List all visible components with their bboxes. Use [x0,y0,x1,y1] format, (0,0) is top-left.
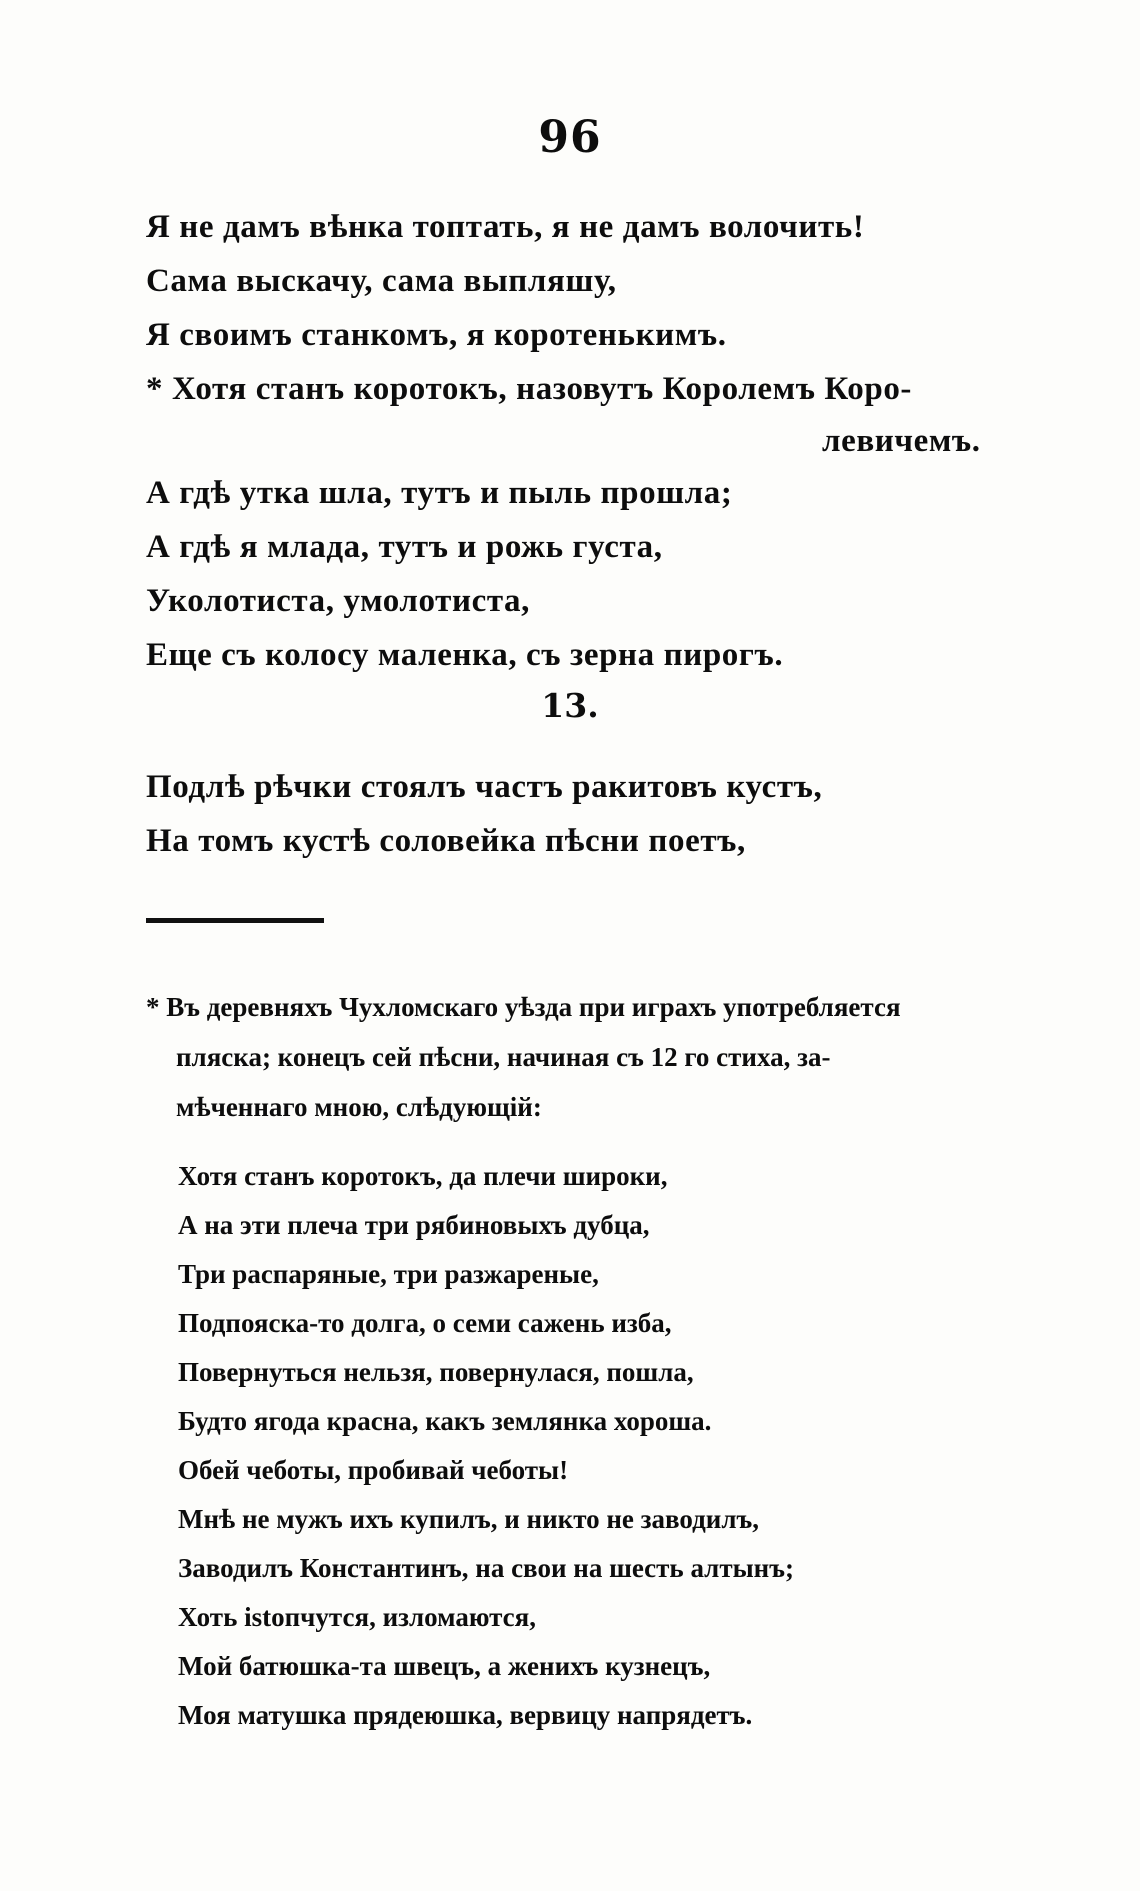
footnote-verse-line: Хотя станъ коротокъ, да плечи широки, [178,1161,668,1191]
footnote-verse [178,1152,794,1740]
verse-line: Я не дамъ вѣнка топтать, я не дамъ волочить! [146,209,865,245]
footnote-verse-line: Моя матушка прядеюшка, вервицу напрядетъ. [178,1700,753,1730]
verse-stanza-2 [146,466,783,682]
footnote-divider [146,918,324,923]
footnote-line: мѣченнаго мною, слѣдующій: [176,1092,542,1122]
verse-line: Уколотиста, умолотиста, [146,583,531,619]
verse-line: Я своимъ станкомъ, я коротенькимъ. [146,317,727,353]
footnote-line: * Въ деревняхъ Чухломскаго уѣзда при играхъ употребляется [146,992,901,1022]
page-number: 96 [538,112,602,163]
verse-line: А гдѣ я млада, тутъ и рожь густа, [146,529,663,565]
verse-line: Еще съ колосу маленка, съ зерна пирогъ. [146,637,784,673]
footnote-verse-line: Хоть istопчутся, изломаются, [178,1602,537,1632]
footnote-verse-line: Будто ягода красна, какъ землянка хороша. [178,1406,712,1436]
footnote-verse-line: Мой батюшка-та швецъ, а женихъ кузнецъ, [178,1651,711,1681]
footnote-line: пляска; конецъ сей пѣсни, начиная съ 12 го стиха, за- [176,1042,831,1072]
verse-line: На томъ кустѣ соловейка пѣсни поетъ, [146,823,746,859]
footnote-verse-line: Повернуться нельзя, повернулася, пошла, [178,1357,694,1387]
section-number: 13. [541,686,599,725]
verse-line: * Хотя станъ коротокъ, назовутъ Королемъ Коро- [146,371,913,407]
footnote [146,982,1046,1132]
footnote-verse-line: Заводилъ Константинъ, на свои на шесть алтынъ; [178,1553,794,1583]
footnote-verse-line: А на эти плеча три рябиновыхъ дубца, [178,1210,650,1240]
footnote-verse-line: Подпояска-то долга, о семи сажень изба, [178,1308,672,1338]
verse-line: Сама выскачу, сама выпляшу, [146,263,617,299]
verse-line-continuation: левичемъ. [822,423,981,459]
footnote-verse-line: Мнѣ не мужъ ихъ купилъ, и никто не заводилъ, [178,1504,759,1534]
footnote-verse-line: Обей чеботы, пробивай чеботы! [178,1455,569,1485]
footnote-verse-line: Три распаряные, три разжареные, [178,1259,599,1289]
verse-stanza-3 [146,760,822,868]
verse-stanza-1 [146,200,981,468]
verse-line: А гдѣ утка шла, тутъ и пыль прошла; [146,475,733,511]
verse-line: Подлѣ рѣчки стоялъ частъ ракитовъ кустъ, [146,769,823,805]
